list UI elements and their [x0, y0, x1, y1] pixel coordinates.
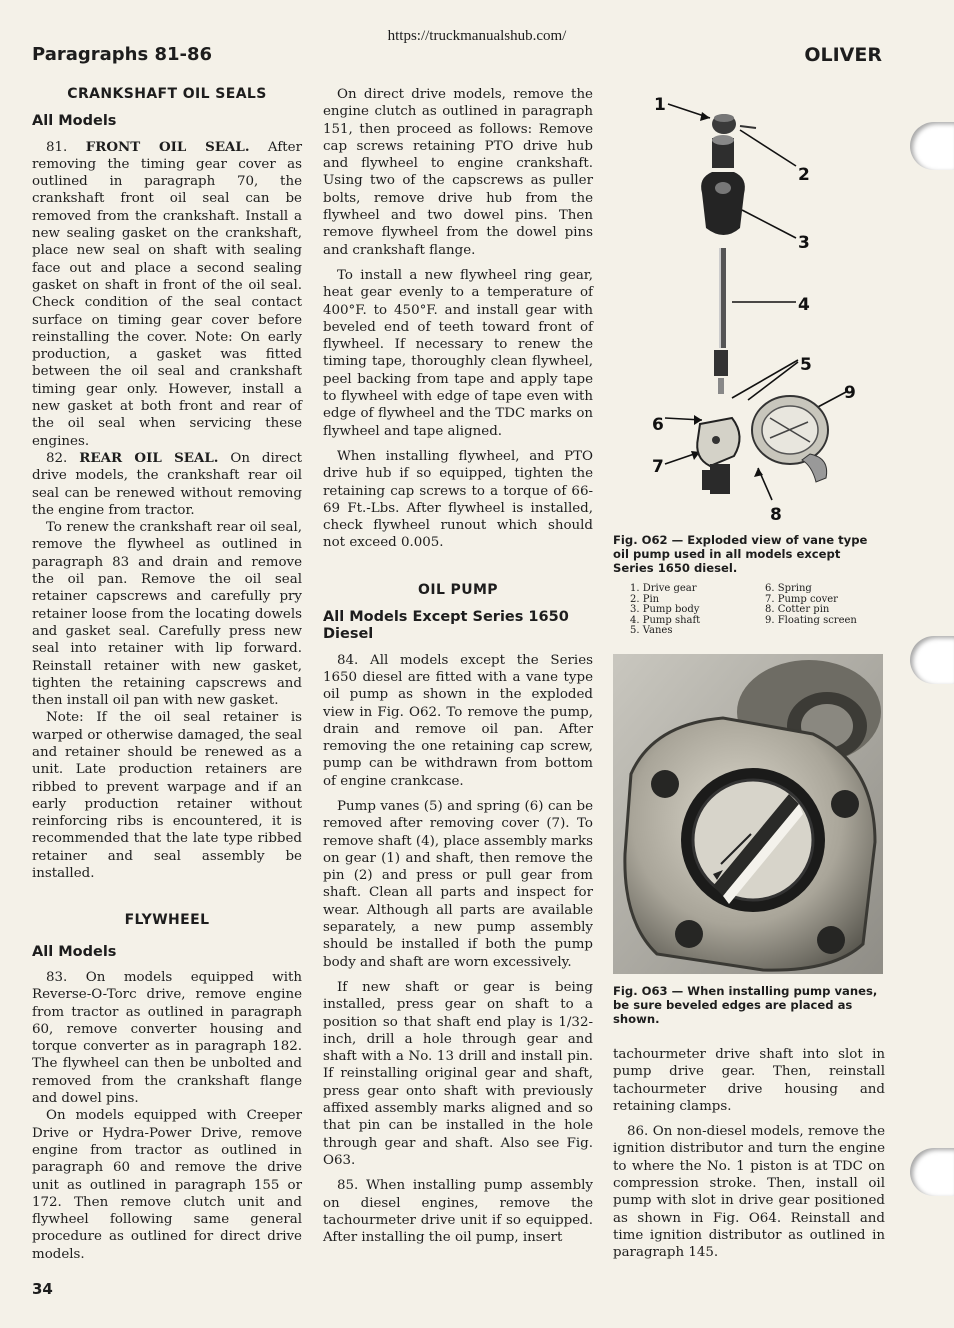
column-3: [613, 1046, 885, 1262]
callout-5: 5: [800, 355, 812, 375]
paragraph-85b: tachourmeter drive shaft into slot in pump drive gear. Then, reinstall tachourmeter drive housing and retaining clamps.: [613, 1047, 885, 1114]
paragraph-82b: To renew the crankshaft rear oil seal, remove the flywheel as outlined in paragraph 83 and drain and remove the oil pan. Remove the oil seal retainer capscrews and carefully pry retainer loose from the locating dowels and gasket seal. Carefully press new seal into retainer with lip forward. Reinstall retainer with new gasket, tighten the retaining capscrews and then install oil pan with new gasket.: [32, 520, 302, 709]
part-4: 4. Pump shaft: [630, 614, 701, 626]
paragraph-82: 82. REAR OIL SEAL. On direct drive models, the crankshaft rear oil seal can be renewed without removing the engine from tractor.: [32, 449, 302, 518]
page-number: 34: [32, 1280, 53, 1298]
callout-3: 3: [798, 233, 810, 253]
source-url[interactable]: https://truckmanualshub.com/: [387, 28, 567, 44]
paragraph-83: 83. On models equipped with Reverse-O-Torc drive, remove engine from tractor as outlined in paragraph 60, remove converter housing and torque converter as in paragraph 182. The flywheel can then be unbolted and removed from the crankshaft flange and dowel pins.: [32, 969, 302, 1107]
callout-4: 4: [798, 295, 810, 315]
part-8: 8. Cotter pin: [765, 604, 830, 616]
callout-7: 7: [652, 457, 664, 477]
figure-o62-caption: Fig. O62 — Exploded view of vane type oil pump used in all models except Series 1650 diesel.: [613, 533, 868, 575]
part-6: 6. Spring: [765, 583, 812, 594]
callout-1: 1: [654, 95, 666, 115]
paragraph-ring-gear: To install a new flywheel ring gear, heat gear evenly to a temperature of 400°F. to 450°F. and install gear with beveled end of teeth toward front of flywheel. If necessary to renew the timing tape, thoroughly clean flywheel, peel backing from tape and apply tape to flywheel with edge of tape even with edge of flywheel and the TDC marks on flywheel and tape aligned.: [323, 267, 593, 439]
callout-6: 6: [652, 415, 664, 435]
subsection-all-models: All Models: [32, 113, 117, 130]
figure-o63-caption: Fig. O63 — When installing pump vanes, be sure beveled edges are placed as shown.: [613, 984, 878, 1026]
binder-hole: [910, 122, 954, 170]
callout-8: 8: [770, 505, 782, 525]
part-3: 3. Pump body: [630, 604, 700, 616]
callout-2: 2: [798, 165, 810, 185]
binder-hole: [910, 636, 954, 684]
paragraph-85: 85. When installing pump assembly on diesel engines, remove the tachourmeter drive unit if so equipped. After installing the oil pump, insert: [323, 1178, 593, 1246]
callout-9: 9: [844, 383, 856, 403]
manufacturer-header: OLIVER: [804, 44, 882, 66]
column-2: [323, 86, 593, 1246]
figure-o62-exploded-view: [640, 88, 880, 528]
paragraph-83b: On models equipped with Creeper Drive or Hydra-Power Drive, remove engine from tractor as outlined in paragraph 60 and remove the drive unit as outlined in paragraph 155 or 172. Then remove clutch unit and flywheel following same general procedure as outlined for direct drive models.: [32, 1108, 302, 1262]
paragraph-81: 81. FRONT OIL SEAL. After removing the timing gear cover as outlined in paragraph 70, the crankshaft front oil seal can be removed from the crankshaft. Install a new sealing gasket on the crankshaft, place new seal on shaft with sealing face out and place a second sealing gasket on shaft in front of the oil seal. Check condition of the seal contact surface on timing gear cover before reinstalling the cover. Note: On early production, a gasket was fitted between the oil seal and crankshaft timing gear only. However, install a new gasket at both front and rear of the oil seal when servicing these engines.: [32, 138, 303, 449]
section-title-flywheel: FLYWHEEL: [124, 912, 210, 929]
subsection-all-except-1650: All Models Except Series 1650 Diesel: [323, 609, 569, 643]
part-7: 7. Pump cover: [765, 593, 838, 605]
paragraph-86: 86. On non-diesel models, remove the ignition distributor and turn the engine to where the No. 1 piston is at TDC on compression stroke. Then, install oil pump with slot in drive gear positioned as shown in Fig. O64. Reinstall and time ignition distributor as outlined in paragraph 145.: [613, 1124, 885, 1261]
binder-hole: [910, 1148, 954, 1196]
part-9: 9. Floating screen: [765, 614, 857, 626]
part-1: 1. Drive gear: [630, 583, 697, 594]
paragraph-82c: Note: If the oil seal retainer is warped or otherwise damaged, the seal and retainer should be renewed as a unit. Late production retainers are ribbed to prevent warpage and if an early production retainer without reinforcing ribs is encountered, it is recommended that the late type ribbed retainer and seal assembly be installed.: [32, 710, 302, 882]
paragraph-flywheel-removal: On direct drive models, remove the engine clutch as outlined in paragraph 151, then proceed as follows: Remove cap screws retaining PTO drive hub and flywheel to engine crankshaft. Using two of the capscrews as puller bolts, remove drive hub from the flywheel and two dowel pins. Then remove flywheel from the dowel pins and crankshaft flange.: [323, 87, 593, 258]
figure-o62-parts-legend: [630, 584, 890, 637]
figure-o63-photo: [613, 654, 883, 974]
part-2: 2. Pin: [630, 593, 660, 605]
paragraph-flywheel-install: When installing flywheel, and PTO drive hub if so equipped, tighten the retaining cap screws to a torque of 66-69 Ft.-Lbs. After flywheel is installed, check flywheel runout which should not exceed 0.005.: [323, 448, 593, 551]
column-1: [32, 86, 302, 1263]
subsection-all-models-2: All Models: [32, 943, 117, 960]
paragraph-range-header: Paragraphs 81-86: [32, 44, 213, 65]
paragraph-84: 84. All models except the Series 1650 diesel are fitted with a vane type oil pump as shown in the exploded view in Fig. O62. To remove the pump, drain and remove oil pan. After removing the one retaining cap screw, pump can be withdrawn from bottom of engine crankcase.: [323, 652, 593, 789]
paragraph-84b: Pump vanes (5) and spring (6) can be removed after removing cover (7). To remove shaft (4), place assembly marks on gear (1) and shaft, then remove the pin (2) and press or pull gear from shaft. Clean all parts and inspect for wear. Although all parts are available separately, a new pump assembly should be installed if both the pump body and shaft are worn excessively.: [323, 798, 593, 970]
paragraph-84c: If new shaft or gear is being installed, press gear on shaft to a position so that shaft end play is 1/32-inch, drill a hole through gear and shaft with a No. 13 drill and install pin. If reinstalling original gear and shaft, press gear onto shaft with previously affixed assembly marks aligned and so that pin can be installed in the hole through gear and shaft. Also see Fig. O63.: [323, 979, 593, 1168]
section-title-oil-pump: OIL PUMP: [418, 581, 498, 598]
part-5: 5. Vanes: [630, 625, 673, 637]
section-title-crankshaft-oil-seals: CRANKSHAFT OIL SEALS: [67, 86, 267, 102]
